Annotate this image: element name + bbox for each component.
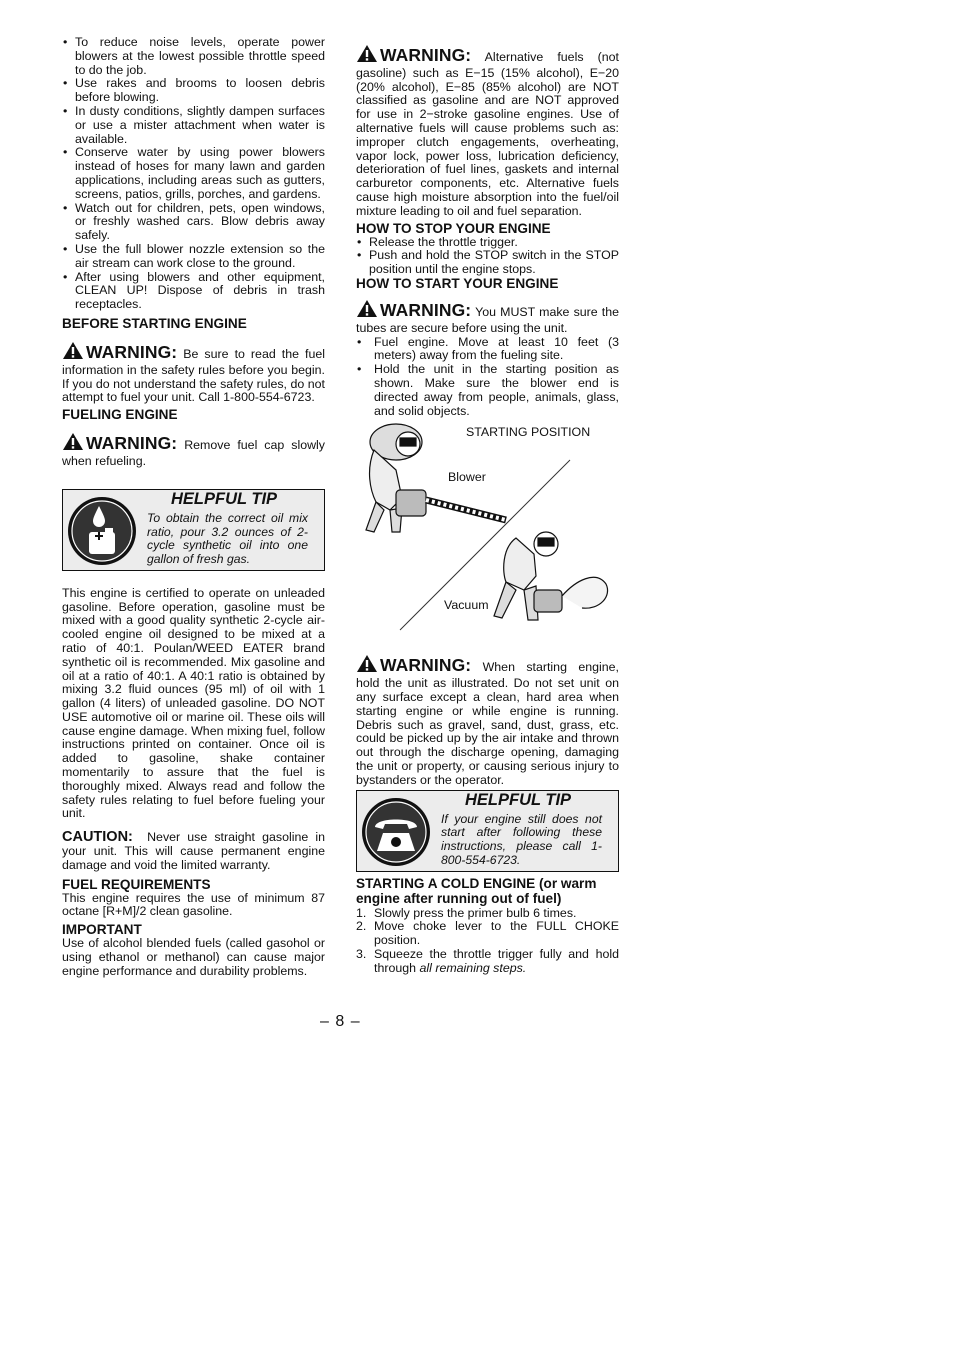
step-number: 2.	[356, 919, 367, 934]
fueling-heading: FUELING ENGINE	[62, 407, 178, 423]
tip-title: HELPFUL TIP	[465, 790, 572, 809]
step-text: Squeeze the throttle trigger fully and hold through	[374, 946, 619, 975]
vacuum-label: Vacuum	[444, 598, 489, 613]
list-item: • Use rakes and brooms to loosen debris before blowing.	[62, 77, 325, 105]
warning-label: WARNING:	[380, 299, 472, 320]
warning-label: WARNING:	[86, 341, 178, 362]
list-item: • After using blowers and other equipment, CLEAN UP! Dispose of debris in trash receptacles.	[62, 271, 325, 312]
telephone-icon	[361, 797, 431, 867]
list-item	[356, 948, 619, 976]
before-starting-heading: BEFORE STARTING ENGINE	[62, 315, 247, 331]
caution-label: CAUTION:	[62, 829, 133, 846]
fuel-requirements-heading: FUEL REQUIREMENTS	[62, 876, 211, 892]
list-item: • In dusty conditions, slightly dampen surfaces or use a mister attachment when water is available.	[62, 105, 325, 146]
step-text: Slowly press the primer bulb 6 times.	[374, 905, 577, 920]
list-item: • Push and hold the STOP switch in the STOP position until the engine stops.	[356, 249, 619, 277]
list-item: • To reduce noise levels, operate power blowers at the lowest possible throttle speed to do the job.	[62, 36, 325, 77]
warning-hold-unit	[356, 654, 619, 787]
caution-text: Never use straight gasoline in your unit. This will cause permanent engine damage and void the limited warranty.	[62, 830, 325, 872]
list-item: • Fuel engine. Move at least 10 feet (3 meters) away from the fueling site.	[356, 336, 619, 364]
stop-engine-list	[356, 236, 619, 277]
warning-label: WARNING:	[380, 655, 472, 676]
warning-triangle-icon	[62, 432, 84, 455]
warning-label: WARNING:	[86, 433, 178, 454]
stop-engine-heading: HOW TO STOP YOUR ENGINE	[356, 220, 551, 236]
helpful-tip-box	[62, 489, 325, 571]
warning-tubes-secure	[356, 299, 619, 336]
warning-label: WARNING:	[380, 45, 472, 65]
fuel-requirements-text: This engine requires the use of minimum 87 octane [R+M]/2 clean gasoline.	[62, 890, 325, 919]
warning-text: When starting engine, hold the unit as illustrated. Do not set unit on any surface except a clean, hard area when starting engine or while engine is running. Debris such as gravel, sand, dust, grass, etc. could be picked up by the air intake and thrown out through the discharge opening, damaging the unit or property, or causing serious injury to bystanders or the operator.	[356, 660, 619, 787]
blower-tips-list	[62, 36, 325, 312]
warning-text: Be sure to read the fuel information in the safety rules before you begin. If you do not understand the safety rules, do not attempt to fuel your unit. Call 1-800-554-6723.	[62, 346, 325, 405]
important-text: Use of alcohol blended fuels (called gasohol or using ethanol or methanol) can cause major engine performance and durability problems.	[62, 936, 325, 978]
step-number: 1.	[356, 905, 367, 920]
tip-text: To obtain the correct oil mix ratio, pour 3.2 ounces of 2-cycle synthetic oil into one gallon of fresh gas.	[147, 510, 308, 567]
warning-triangle-icon	[356, 299, 378, 322]
list-item	[356, 907, 619, 921]
figure-title: STARTING POSITION	[466, 425, 591, 440]
step-text: Move choke lever to the FULL CHOKE position.	[374, 919, 619, 948]
start-engine-list	[356, 336, 619, 419]
list-item	[356, 920, 619, 948]
page-number: – 8 –	[320, 1013, 361, 1030]
warning-fuel-cap	[62, 432, 325, 469]
list-item: • Release the throttle trigger.	[356, 236, 619, 250]
warning-triangle-icon	[356, 44, 378, 67]
starting-position-figure	[356, 420, 619, 646]
step-text-wrap	[374, 948, 619, 976]
important-heading: IMPORTANT	[62, 922, 142, 938]
oil-can-icon	[67, 496, 137, 566]
certified-fuel-paragraph: This engine is certified to operate on unleaded gasoline. Before operation, gasoline must be mixed with a good quality synthetic 2-cycle air-cooled engine oil designed to be mixed at a ratio of 40:1. Poulan/WEED EATER brand synthetic oil is recommended. Mix gasoline and oil at a ratio of 40:1. A 40:1 ratio is obtained by mixing 3.2 fluid ounces (95 ml) of oil with 1 gallon (4 liters) of unleaded gasoline. DO NOT USE automotive oil or marine oil. These oils will cause engine damage. When mixing fuel, follow instructions printed on container. Once oil is added to gasoline, shake container momentarily to assure that the fuel is thoroughly mixed. Always read and follow the safety rules relating to fuel before fueling your unit.	[62, 585, 325, 821]
warning-triangle-icon	[62, 341, 84, 364]
cold-engine-steps	[356, 907, 619, 976]
tip-title: HELPFUL TIP	[171, 489, 278, 508]
cold-engine-heading: STARTING A COLD ENGINE (or warm engine after running out of fuel)	[356, 875, 597, 906]
warning-text: Remove fuel cap slowly when refueling.	[62, 438, 326, 468]
left-column	[62, 36, 325, 979]
start-engine-heading: HOW TO START YOUR ENGINE	[356, 275, 559, 291]
warning-triangle-icon	[356, 654, 378, 677]
tip-text: If your engine still does not start after following these instructions, please call 1-800-554-6723.	[441, 811, 602, 867]
step-text-italic: all remaining steps.	[419, 960, 527, 975]
warning-alternative-fuels	[356, 44, 619, 219]
warning-text: You MUST make sure the tubes are secure before using the unit.	[356, 304, 620, 335]
helpful-tip-box	[356, 790, 619, 872]
right-column	[356, 36, 619, 975]
caution-paragraph	[62, 831, 325, 872]
step-number: 3.	[356, 946, 367, 961]
list-item: • Watch out for children, pets, open windows, or freshly washed cars. Blow debris away safely.	[62, 202, 325, 243]
list-item: • Use the full blower nozzle extension so the air stream can work close to the ground.	[62, 243, 325, 271]
warning-text: Alternative fuels (not gasoline) such as E−15 (15% alcohol), E−20 (20% alcohol), E−85 (85% alcohol) are NOT classified as gasoline and are NOT approved for use in 2−stroke gasoline engines. Use of alternative fuels will cause problems such as: improper clutch engagements, overheating, vapor lock, power loss, lubrication deficiency, deterioration of fuel lines, gaskets and internal carburetor components, etc. Alternative fuels cause high moisture absorption into the fuel/oil mixture leading to oil and fuel separation.	[356, 50, 619, 218]
blower-label: Blower	[448, 470, 486, 485]
warning-fuel-info	[62, 341, 325, 405]
list-item: • Hold the unit in the starting position as shown. Make sure the blower end is directed away from people, animals, glass, and solid objects.	[356, 363, 619, 418]
list-item: • Conserve water by using power blowers instead of hoses for many lawn and garden applications, including areas such as gutters, screens, patios, grills, porches, and gardens.	[62, 146, 325, 201]
